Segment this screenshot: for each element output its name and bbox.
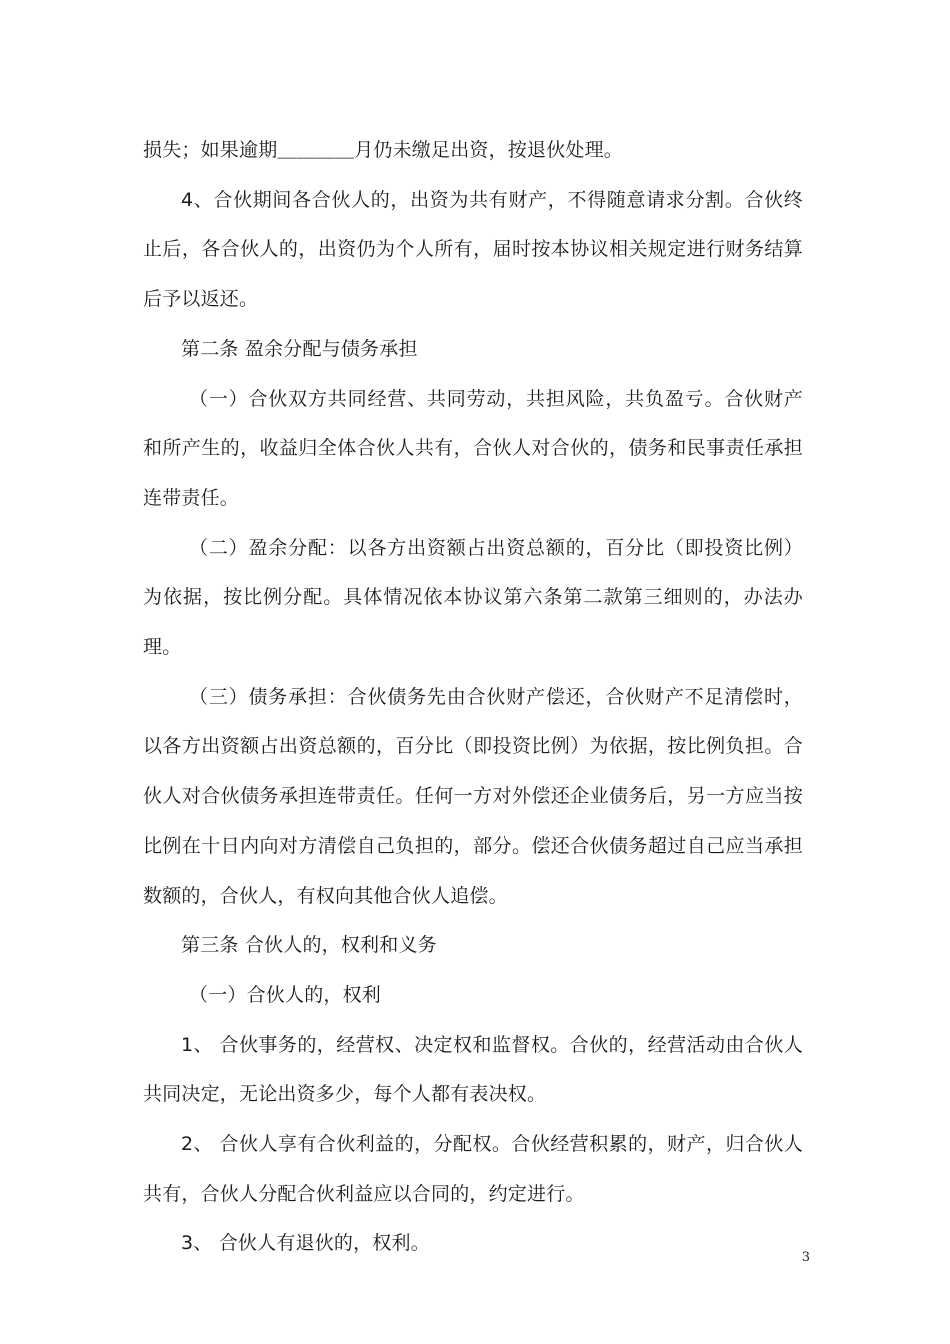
paragraph-right-2: 2、 合伙人享有合伙利益的，分配权。合伙经营积累的，财产，归合伙人共有，合伙人分配合伙利益应以合同的，约定进行。 xyxy=(143,1133,803,1205)
paragraph-overdue-contribution: 损失；如果逾期＿＿＿＿月仍未缴足出资，按退伙处理。 xyxy=(143,139,624,161)
paragraph-article-2-section-1: （一）合伙双方共同经营、共同劳动，共担风险，共负盈亏。合伙财产和所产生的，收益归全体合伙人共有，合伙人对合伙的，债务和民事责任承担连带责任。 xyxy=(143,387,803,509)
heading-article-3: 第三条 合伙人的，权利和义务 xyxy=(181,934,437,957)
paragraph-clause-4-shared-property: 4、合伙期间各合伙人的，出资为共有财产，不得随意请求分割。合伙终止后，各合伙人的，出资仍为个人所有，届时按本协议相关规定进行财务结算后予以返还。 xyxy=(143,188,803,311)
heading-article-3-section-1: （一）合伙人的，权利 xyxy=(189,983,382,1006)
document-body xyxy=(143,126,803,1269)
heading-article-2: 第二条 盈余分配与债务承担 xyxy=(181,337,418,360)
paragraph-right-3: 3、 合伙人有退伙的，权利。 xyxy=(181,1232,430,1255)
page-number: 3 xyxy=(801,1250,810,1265)
paragraph-article-2-section-3: （三）债务承担：合伙债务先由合伙财产偿还，合伙财产不足清偿时，以各方出资额占出资总额的，百分比（即投资比例）为依据，按比例负担。合伙人对合伙债务承担连带责任。任何一方对外偿还企业债务后，另一方应当按比例在十日内向对方清偿自己负担的，部分。偿还合伙债务超过自己应当承担数额的，合伙人，有权向其他合伙人追偿。 xyxy=(143,685,803,907)
paragraph-article-2-section-2: （二）盈余分配：以各方出资额占出资总额的，百分比（即投资比例）为依据，按比例分配。具体情况依本协议第六条第二款第三细则的，办法办理。 xyxy=(143,536,803,659)
paragraph-right-1: 1、 合伙事务的，经营权、决定权和监督权。合伙的，经营活动由合伙人共同决定，无论出资多少，每个人都有表决权。 xyxy=(143,1033,803,1106)
